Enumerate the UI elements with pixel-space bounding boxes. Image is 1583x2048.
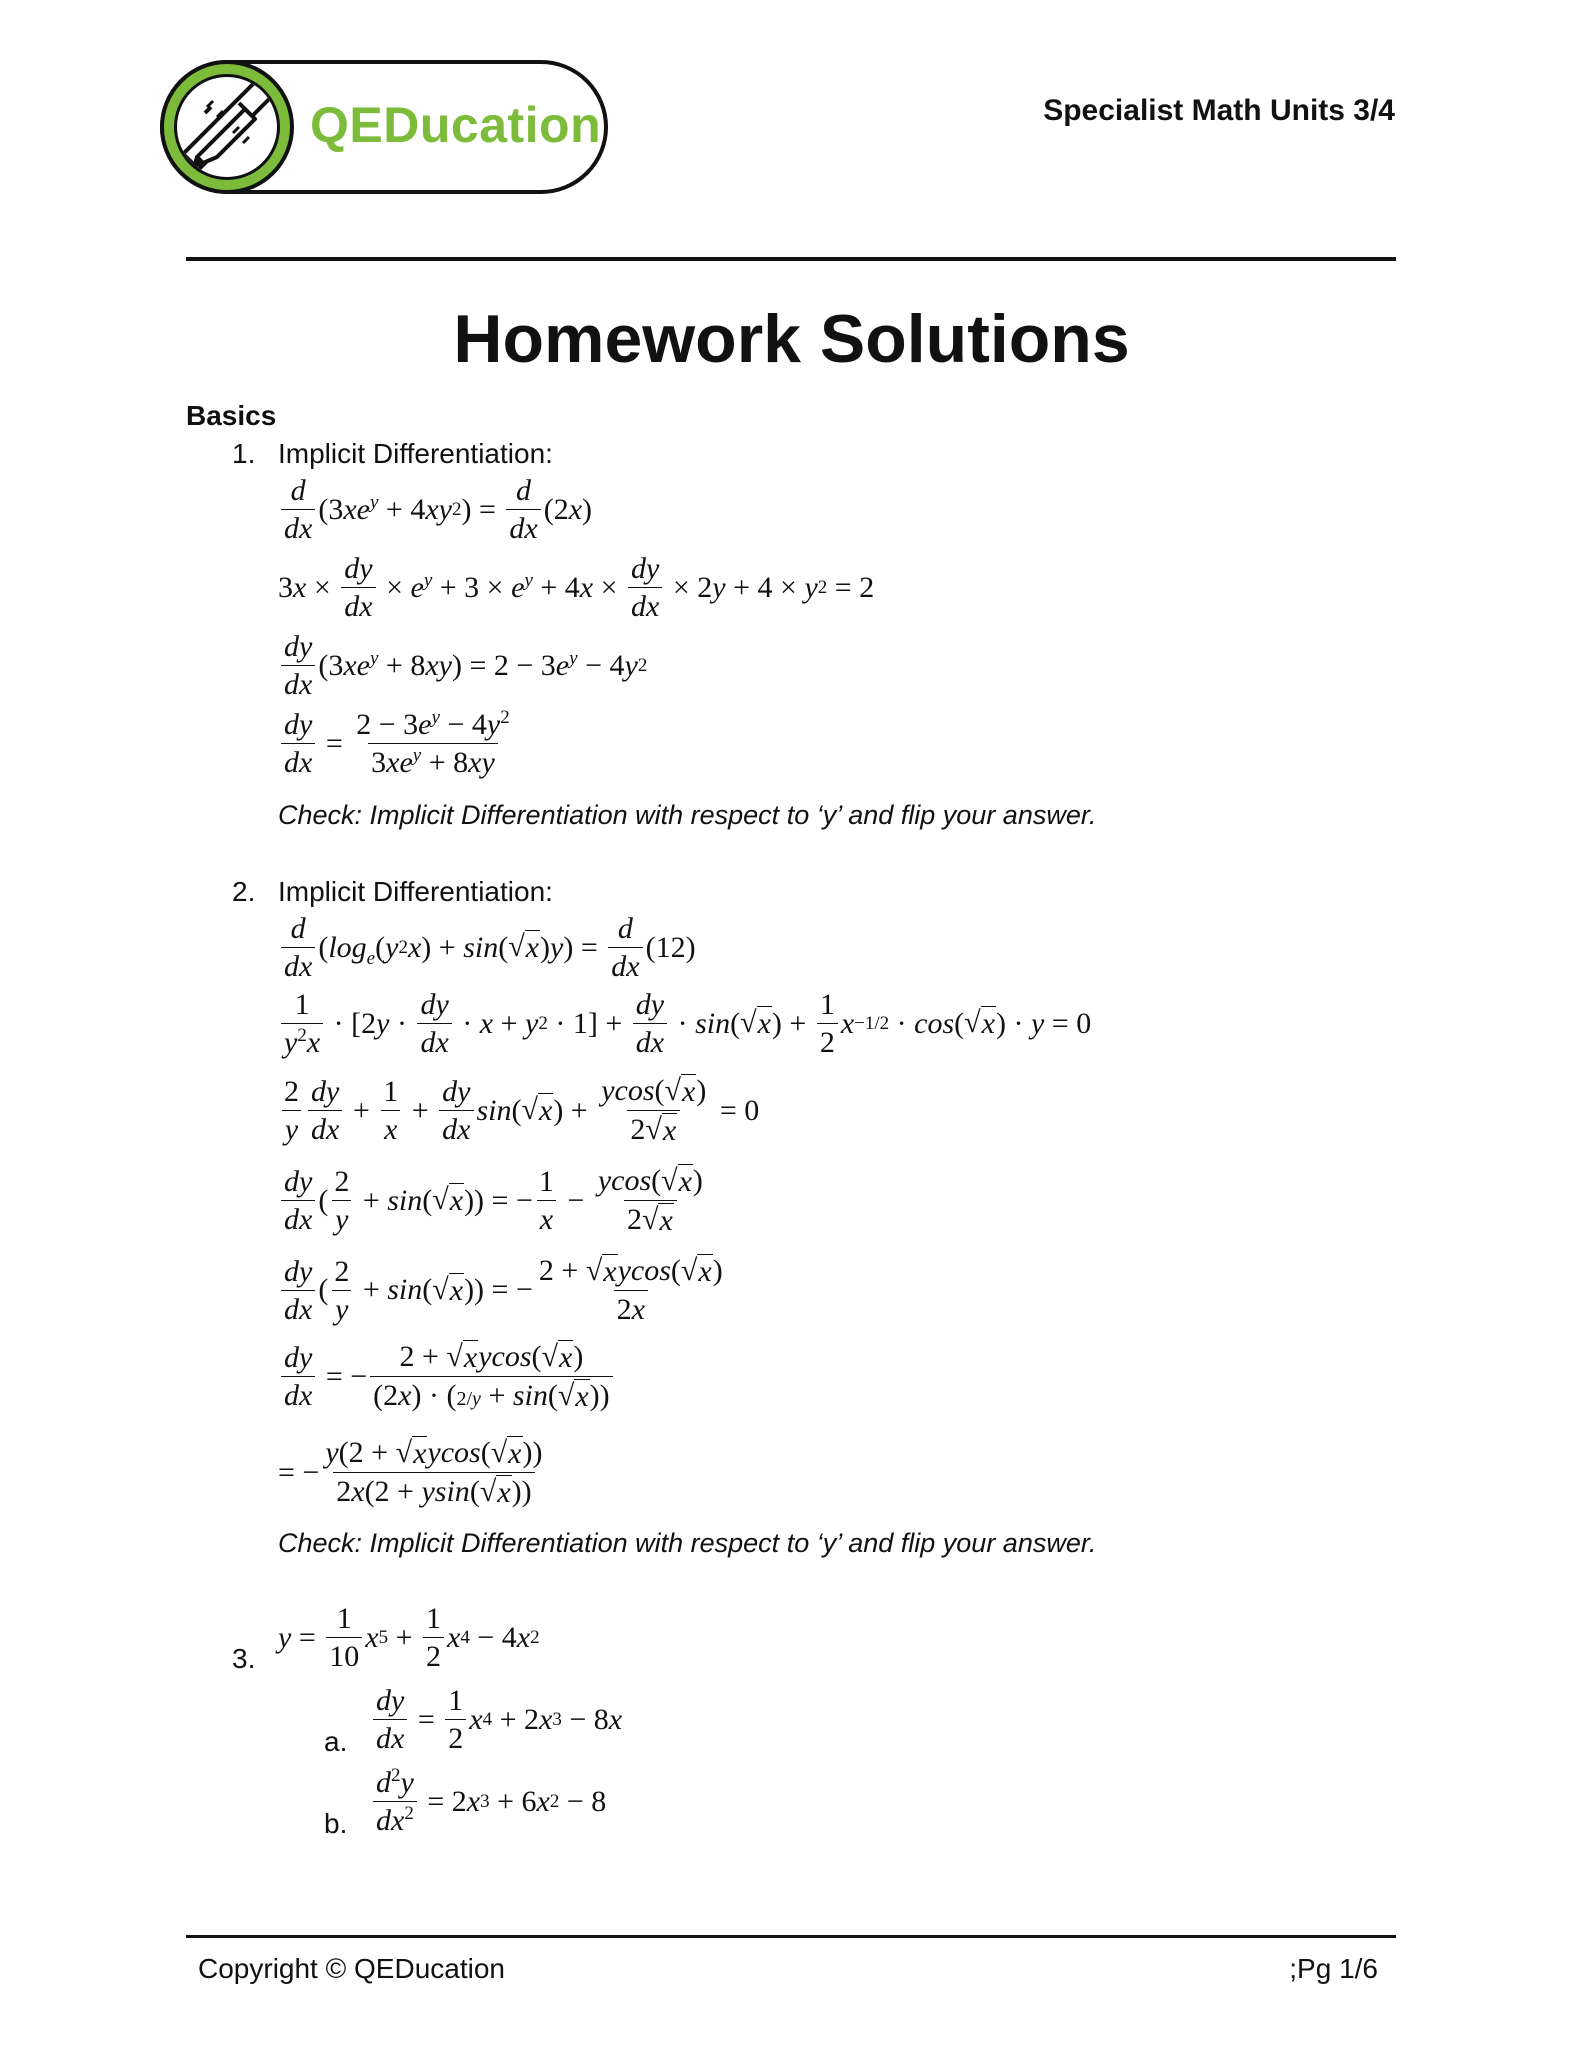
copyright: Copyright © QEDucation	[198, 1953, 505, 1984]
q2-eq4: dy dx ( 2 y + sin ( √ x )) = − 1 x − ycos( √ x ) 2 √ x	[278, 1164, 709, 1237]
q1-number: 1.	[232, 438, 256, 469]
q1-eq2: 3 x × dy dx × $e^y$ + 3 × $e^y$ + 4 x × dy dx × 2 y + 4 × y 2 = 2	[278, 552, 875, 623]
footer-divider	[186, 1935, 1396, 1938]
course-title: Specialist Math Units 3/4	[1043, 94, 1395, 127]
q1-eq3: dy dx (3 $xe^y$ + 8 xy ) = 2 − 3 $e^y$ − 4 y 2	[278, 630, 647, 701]
q3-part-b: $d^2y$ $dx^2$ = 2 x 3 + 6 x 2 − 8	[370, 1766, 606, 1837]
q2-eq1: d dx ( $\log_e$ ( y 2 x ) + sin ( √ x ) y ) = d dx (12)	[278, 912, 696, 983]
logo-text: QEDucation	[310, 97, 602, 153]
header-divider	[186, 257, 1396, 261]
q3-part-b-label: b.	[324, 1808, 348, 1839]
q2-label: Implicit Differentiation:	[278, 876, 553, 907]
q2-check: Check: Implicit Differentiation with respect to ‘y’ and flip your answer.	[278, 1528, 1097, 1558]
q3-part-a-label: a.	[324, 1726, 348, 1757]
section-heading: Basics	[186, 400, 277, 431]
q2-eq3: 2 y dy dx + 1 x + dy dx sin ( √ x ) + ycos( √ x ) 2 √ x = 0	[278, 1074, 759, 1147]
page-number: ;Pg 1/6	[1289, 1953, 1378, 1984]
q1-eq4: dy dx = $2 - 3e^y - 4y^2$ $3xe^y + 8xy$	[278, 708, 516, 779]
q1-eq1: d dx (3 $xe^y$ + 4 xy 2 ) = d dx (2 x )	[278, 474, 592, 545]
q3-number: 3.	[232, 1643, 256, 1674]
page-title: Homework Solutions	[453, 301, 1130, 377]
q2-eq5: dy dx ( 2 y + sin ( √ x )) = − 2 + √ x ycos( √ x ) 2x	[278, 1254, 729, 1326]
pencil-ruler-icon	[174, 74, 280, 180]
q3-function: y = 1 10 x 5 + 1 2 x 4 − 4 x 2	[278, 1602, 540, 1673]
q3-part-a: dy dx = 1 2 x 4 + 2 x 3 − 8 x	[370, 1684, 622, 1755]
q2-eq7: = − y(2 + √ x ycos( √ x )) 2x(2 + ysin( √ x ))	[278, 1436, 543, 1509]
q1-check: Check: Implicit Differentiation with respect to ‘y’ and flip your answer.	[278, 800, 1097, 830]
q1-label: Implicit Differentiation:	[278, 438, 553, 469]
logo-circle	[160, 60, 294, 194]
q2-number: 2.	[232, 876, 256, 907]
q2-eq6: dy dx = − 2 + √ x ycos( √ x ) (2x) · (2/y + sin( √ x ))	[278, 1340, 616, 1413]
q2-eq2: 1 $y^2x$ · [2 y · dy dx · x + y 2 · 1] + dy dx · sin ( √ x ) + 1 2 x −1/2 · cos ( √ x ) · y = 0	[278, 988, 1091, 1059]
